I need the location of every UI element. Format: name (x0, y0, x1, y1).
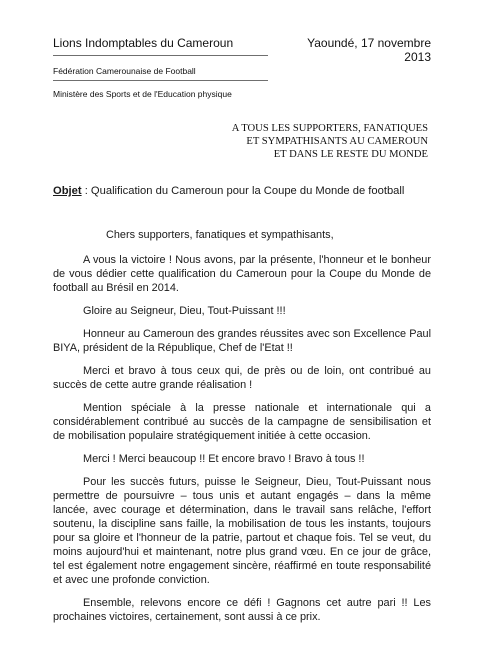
body-paragraph: Ensemble, relevons encore ce défi ! Gagnons cet autre pari !! Les prochaines victoires, certainement, sont aussi à ce prix. (53, 597, 431, 623)
letter-body (53, 228, 431, 633)
org-name: Lions Indomptables du Cameroun (53, 36, 234, 50)
federation-name: Fédération Camerounaise de Football (53, 66, 196, 76)
body-paragraph: Merci ! Merci beaucoup !! Et encore bravo ! Bravo à tous !! (83, 453, 365, 465)
subject-label: Objet (53, 185, 82, 197)
subject-line (53, 184, 433, 198)
body-paragraph: Merci et bravo à tous ceux qui, de près ou de loin, ont contribué au succès de cette autre grande réalisation ! (53, 365, 431, 391)
letterhead-divider (53, 55, 268, 56)
addressee-line: A TOUS LES SUPPORTERS, FANATIQUES (231, 123, 428, 134)
addressee-block (200, 122, 428, 161)
body-paragraph: Mention spéciale à la presse nationale et internationale qui a considérablement contribué au succès de la campagne de sensibilisation et de mobilisation populaire stratégiquement initiée à cette occasion. (53, 402, 431, 442)
salutation: Chers supporters, fanatiques et sympathisants, (106, 229, 334, 241)
subject-text: : Qualification du Cameroun pour la Coupe du Monde de football (81, 185, 405, 197)
addressee-line: ET DANS LE RESTE DU MONDE (273, 149, 428, 160)
letter-date: Yaoundé, 17 novembre 2013 (307, 36, 431, 64)
body-paragraph: Honneur au Cameroun des grandes réussites avec son Excellence Paul BIYA, président de la République, Chef de l'Etat !! (53, 328, 431, 354)
letterhead-divider (53, 80, 268, 81)
body-paragraph: Pour les succès futurs, puisse le Seigneur, Dieu, Tout-Puissant nous permettre de poursuivre – tous unis et autant engagés – dans la même lancée, avec courage et détermination, dans le travail sans relâche, l'effort soutenu, la discipline sans faille, la mobilisation de tous les instants, toujours pour sa gloire et l'honneur de la patrie, partout et chaque fois. Tel se veut, du moins aujourd'hui et maintenant, notre plus grand vœu. En ce jour de grâce, tel est également notre engagement sincère, réaffirmé en toute responsabilité et avec une profonde conviction. (53, 476, 431, 586)
addressee-line: ET SYMPATHISANTS AU CAMEROUN (246, 136, 428, 147)
ministry-name: Ministère des Sports et de l'Education physique (53, 89, 232, 99)
body-paragraph: A vous la victoire ! Nous avons, par la présente, l'honneur et le bonheur de vous dédier cette qualification du Cameroun pour la Coupe du Monde de football au Brésil en 2014. (53, 254, 431, 294)
body-paragraph: Gloire au Seigneur, Dieu, Tout-Puissant !!! (83, 305, 286, 317)
letterhead (53, 36, 313, 100)
